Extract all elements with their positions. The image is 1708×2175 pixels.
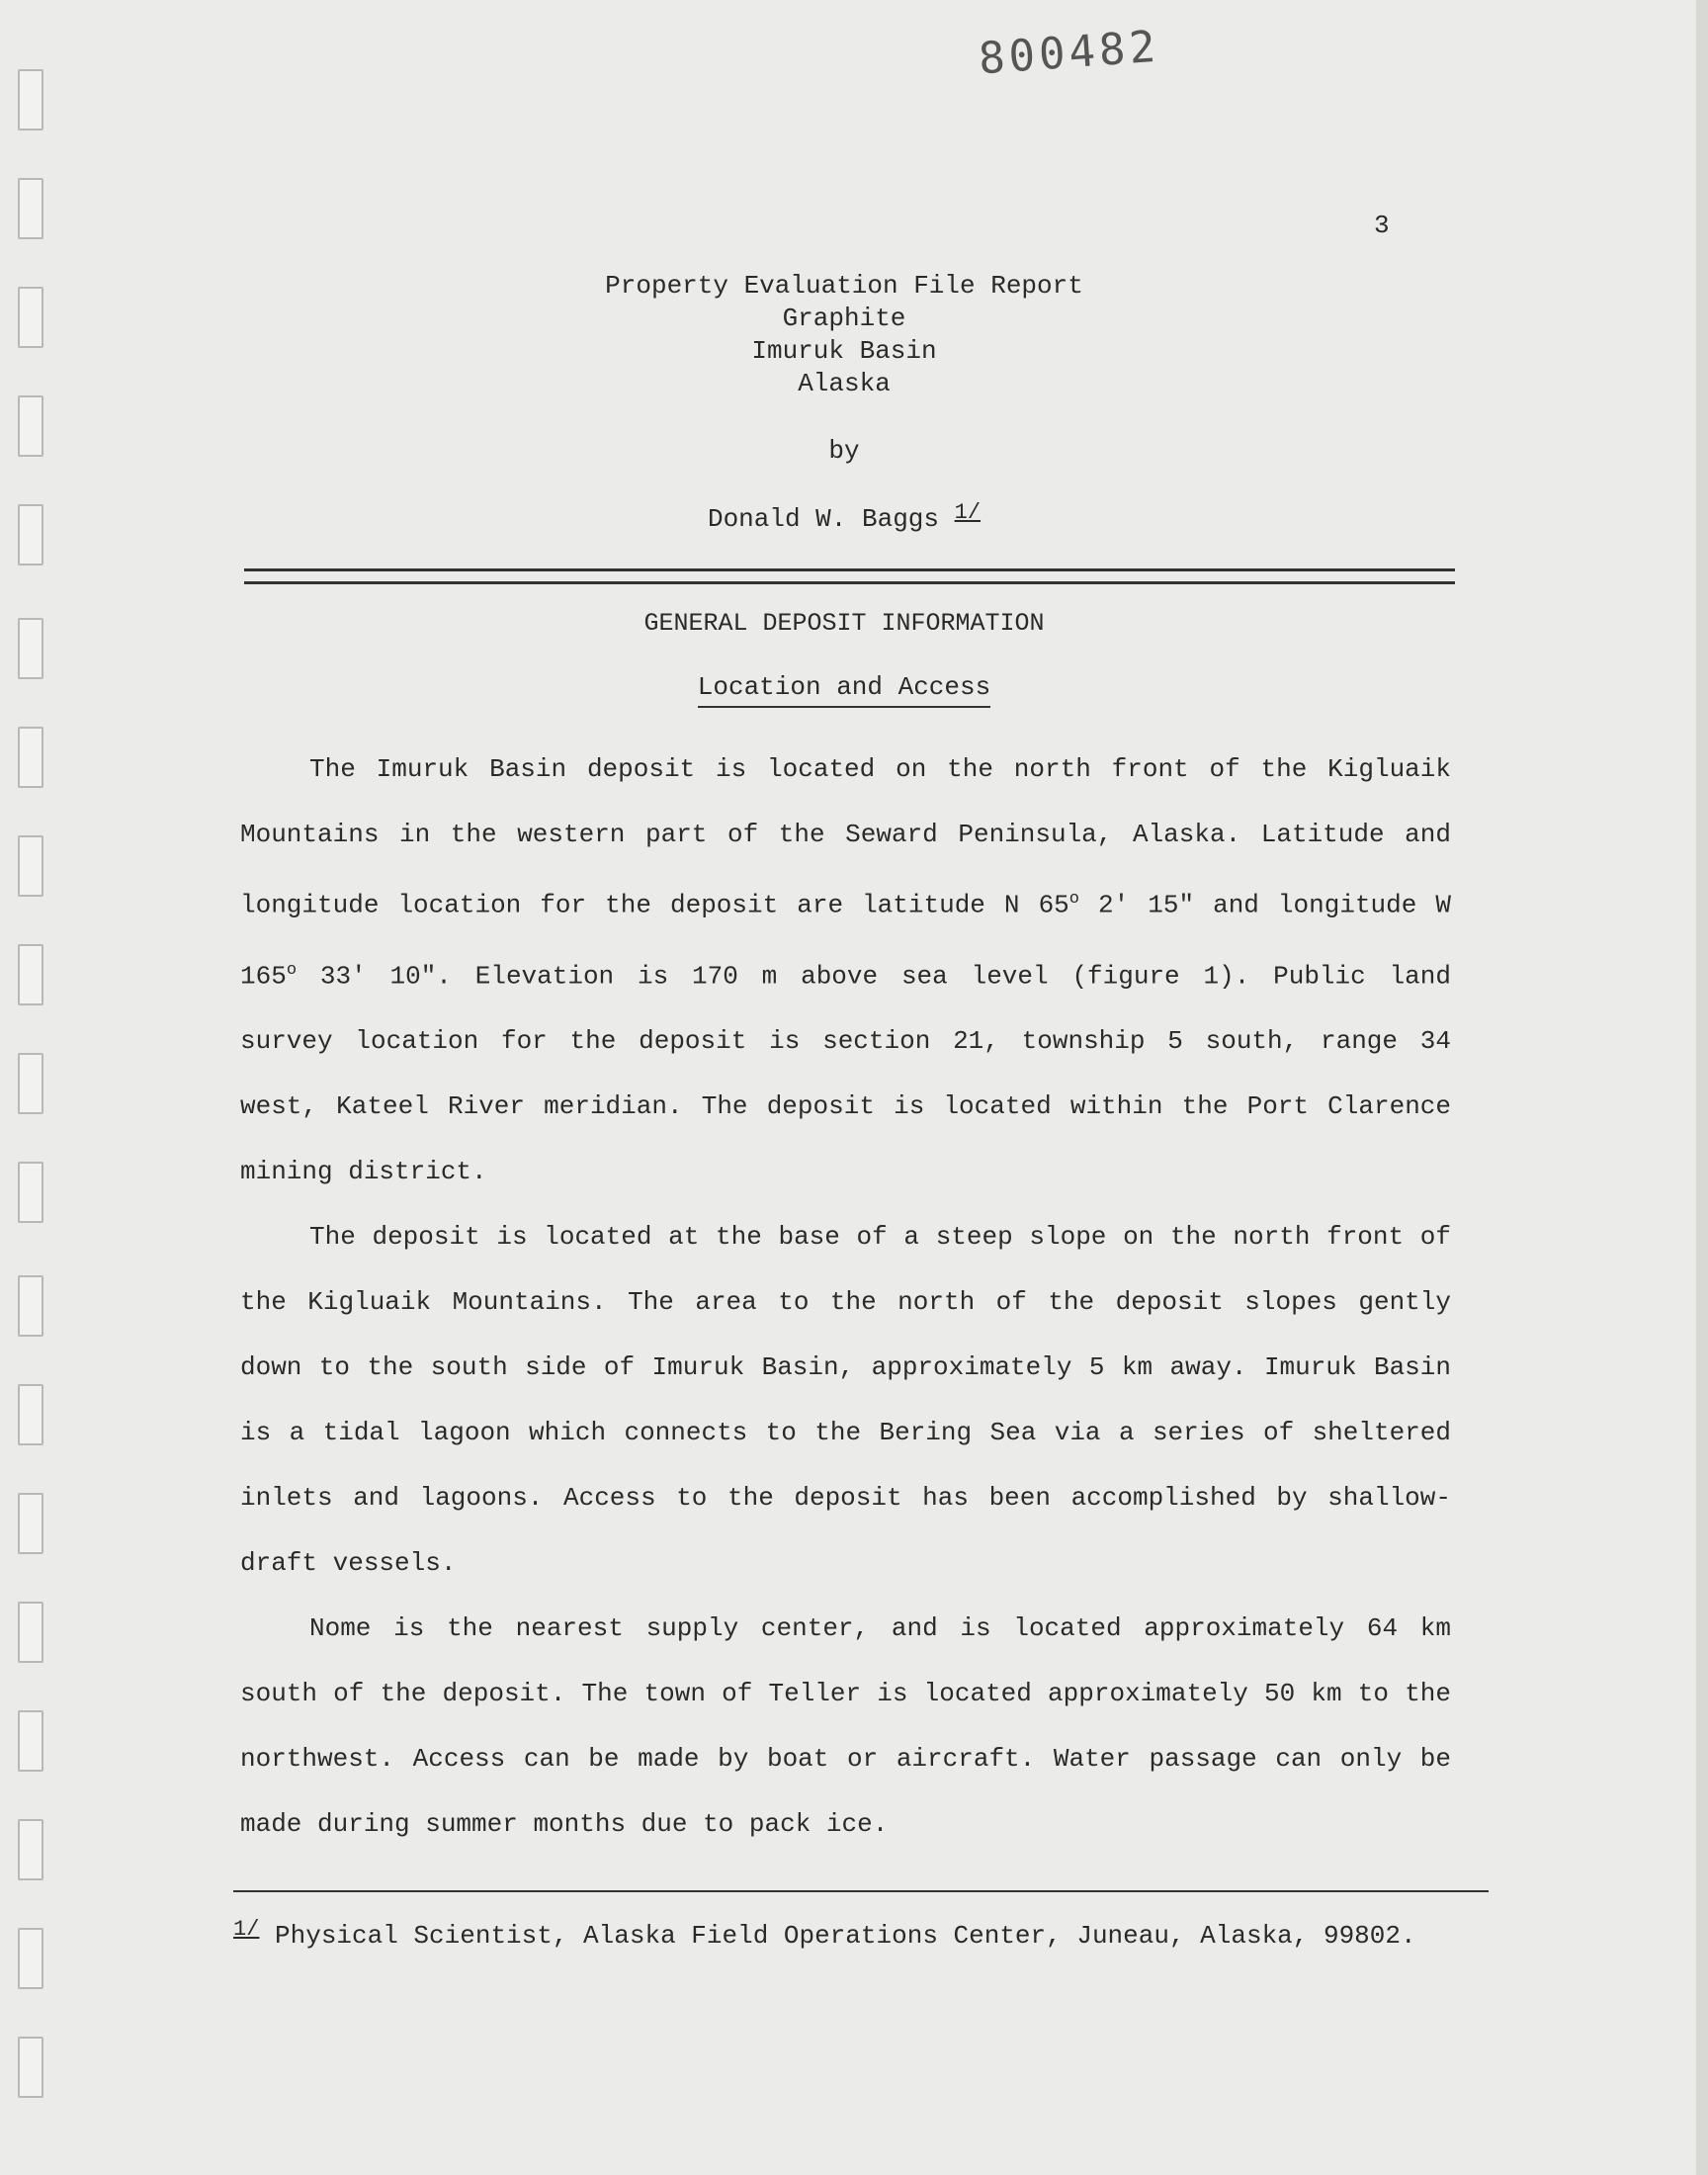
footnote-text: Physical Scientist, Alaska Field Operations Center, Juneau, Alaska, 99802. — [259, 1921, 1416, 1951]
footnote — [233, 1915, 1459, 1951]
document-stamp: 800482 — [977, 21, 1161, 85]
binder-hole — [18, 2037, 43, 2098]
report-title — [0, 270, 1688, 400]
paragraph-text: 2' 15" and longitude W 165 — [240, 890, 1451, 992]
binder-hole — [18, 835, 43, 897]
paragraph: Nome is the nearest supply center, and is located approximately 64 km south of the deposit. The town of Teller is located approximately 50 km to the northwest. Access can be made by boat or aircraft. Water passage can only be made during summer months due to pack ice. — [240, 1613, 1451, 1840]
binder-hole — [18, 1162, 43, 1223]
byline-by: by — [828, 436, 860, 466]
author-name: Donald W. Baggs — [707, 504, 940, 534]
body-text — [240, 737, 1451, 1857]
paragraph — [240, 737, 1451, 1204]
author-line — [0, 500, 1688, 534]
paragraph-text: 33' 10". Elevation is 170 m above sea level (figure 1). Public land survey location for the deposit is section 21, township 5 south, range 34 west, Kateel River meridian. The deposit is located within the Port Clarence mining district. — [240, 961, 1451, 1187]
binder-hole — [18, 69, 43, 130]
paragraph: The deposit is located at the base of a steep slope on the north front of the Kigluaik Mountains. The area to the north of the deposit slopes gently down to the south side of Imuruk Basin, approximately 5 km away. Imuruk Basin is a tidal lagoon which connects to the Bering Sea via a series of sheltered inlets and lagoons. Access to the deposit has been accomplished by shallow-draft vessels. — [240, 1222, 1451, 1579]
binder-hole — [18, 1928, 43, 1989]
title-line: Imuruk Basin — [751, 336, 937, 366]
binder-hole — [18, 944, 43, 1005]
degree-mark: o — [286, 960, 298, 980]
binder-hole — [18, 1710, 43, 1772]
author-footnote-mark: 1/ — [954, 500, 982, 525]
page-edge — [1696, 0, 1708, 2175]
paragraph-text: The Imuruk Basin deposit is located on the north front of the Kigluaik Mountains in the western part of the Seward Peninsula, Alaska. Latitude and longitude location for the deposit are latitude N 65 — [240, 754, 1451, 920]
title-line: Graphite — [782, 304, 906, 333]
binder-hole — [18, 1602, 43, 1663]
subsection-heading-text: Location and Access — [698, 672, 990, 708]
binder-hole — [18, 1493, 43, 1554]
title-line: Alaska — [798, 369, 891, 398]
section-heading: GENERAL DEPOSIT INFORMATION — [643, 609, 1045, 638]
title-line: Property Evaluation File Report — [605, 271, 1083, 301]
binder-hole — [18, 727, 43, 788]
binder-hole — [18, 1819, 43, 1880]
binder-hole — [18, 1384, 43, 1445]
footnote-divider — [233, 1890, 1489, 1892]
footnote-mark: 1/ — [233, 1917, 260, 1942]
subsection-heading — [0, 672, 1688, 702]
binder-hole — [18, 178, 43, 239]
title-divider — [244, 568, 1455, 584]
degree-mark: o — [1068, 890, 1079, 909]
binder-hole — [18, 1275, 43, 1337]
page-number: 3 — [1374, 211, 1390, 240]
binder-hole — [18, 1053, 43, 1114]
